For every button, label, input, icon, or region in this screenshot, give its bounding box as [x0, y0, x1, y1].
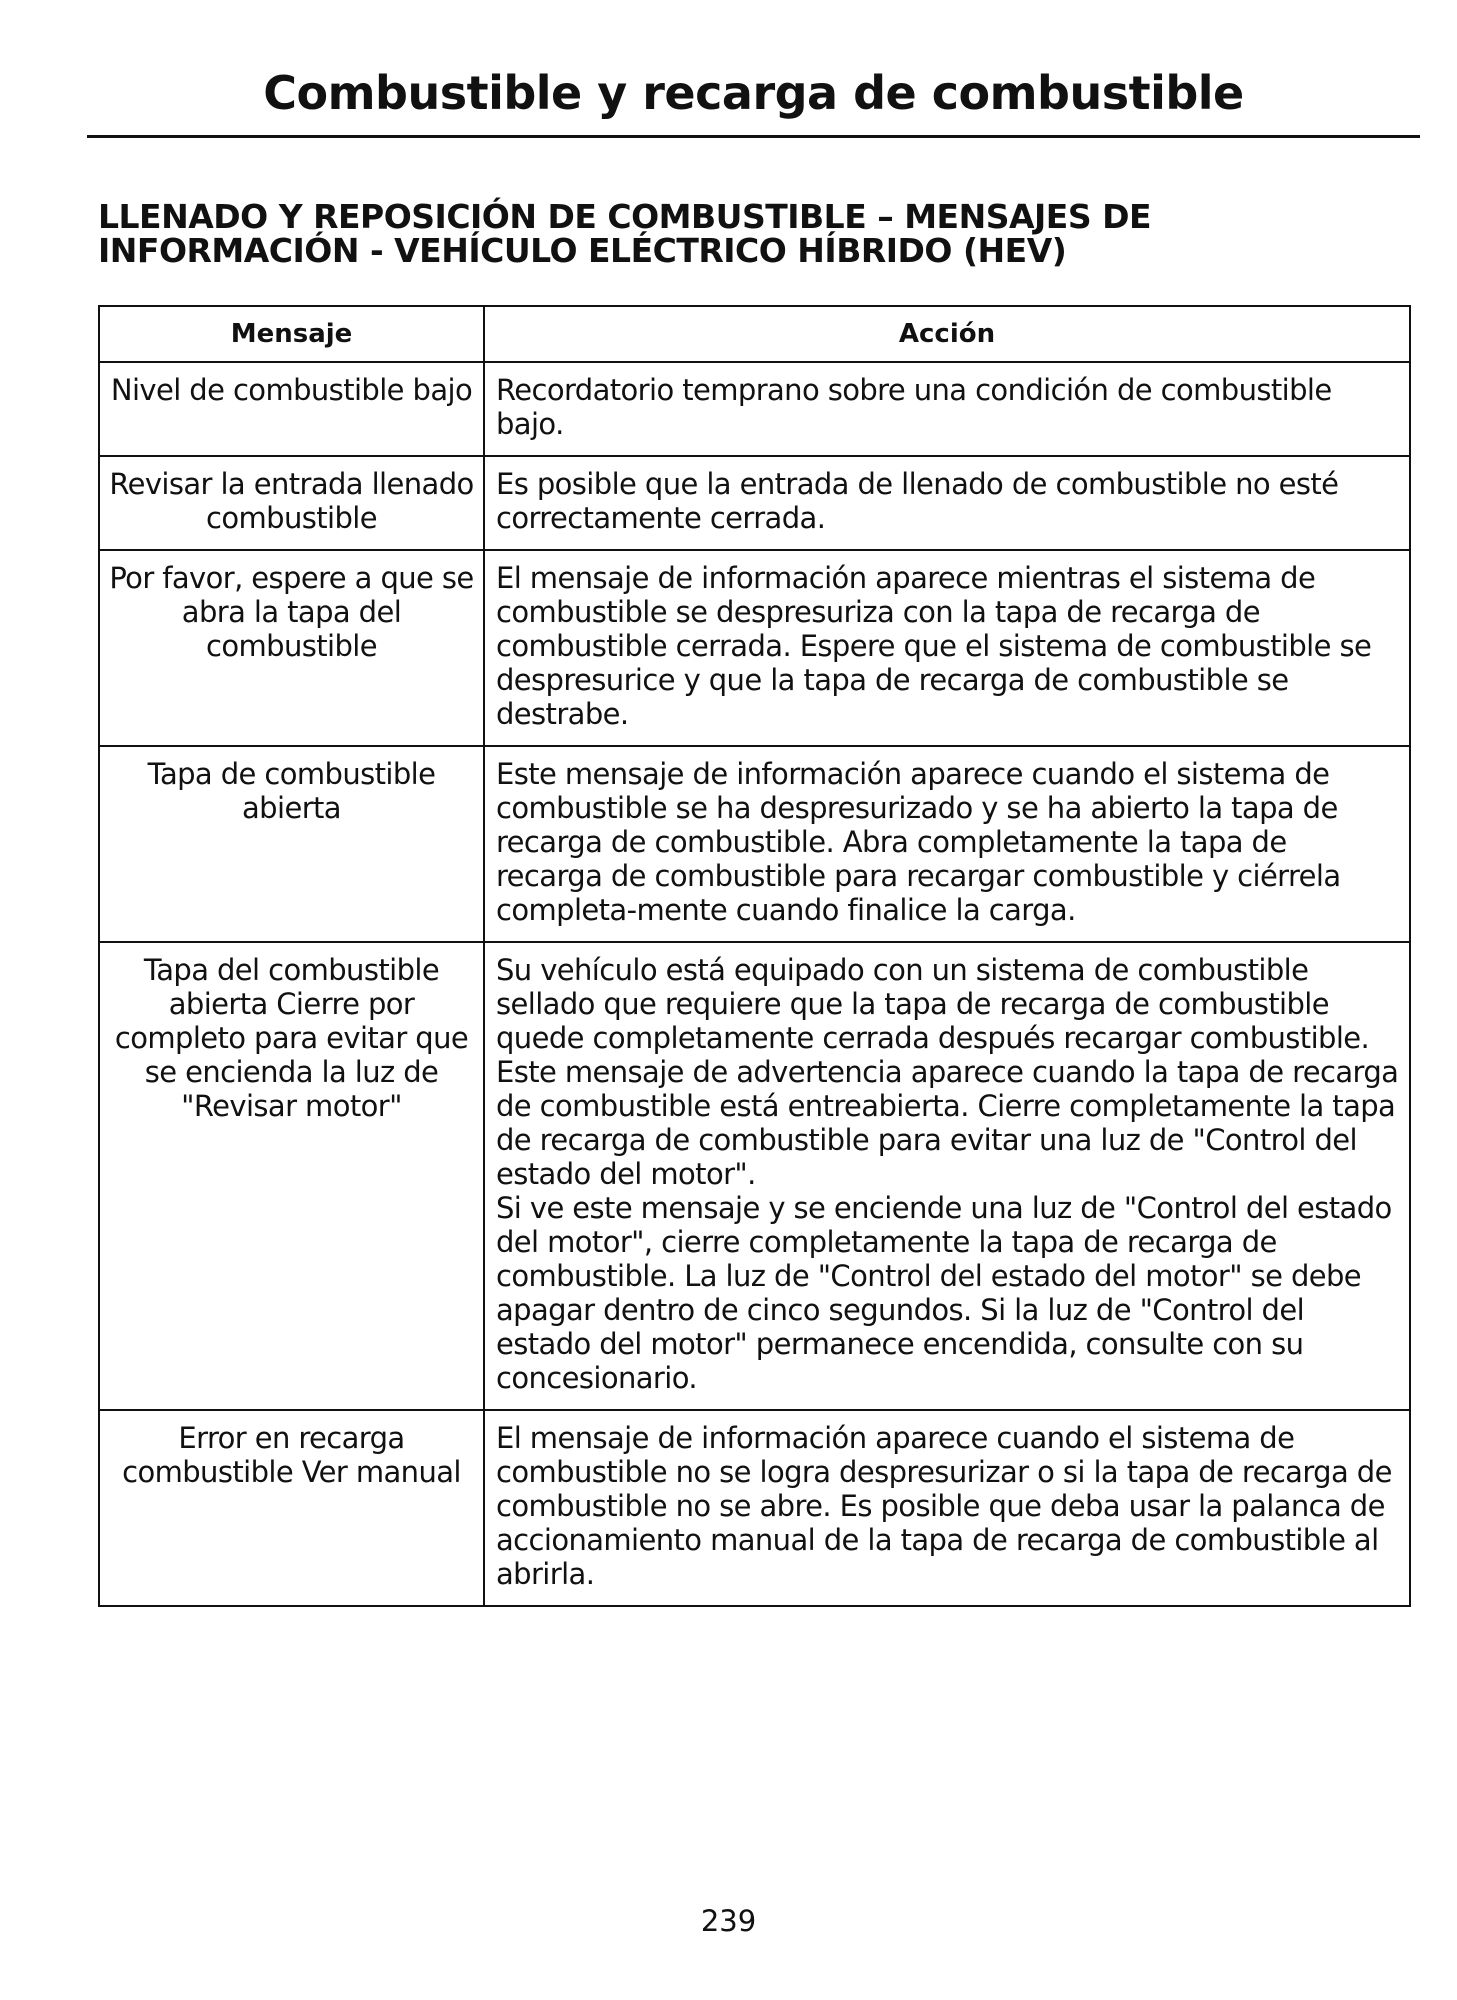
section-heading-line-2: INFORMACIÓN - VEHÍCULO ELÉCTRICO HÍBRIDO (HEV) — [98, 231, 1067, 270]
action-cell — [484, 746, 1410, 942]
table-row — [99, 550, 1410, 746]
action-cell — [484, 942, 1410, 1410]
message-cell: Error en recarga combustible Ver manual — [99, 1410, 484, 1606]
action-cell — [484, 362, 1410, 456]
message-cell: Tapa del combustible abierta Cierre por completo para evitar que se encienda la luz de "Revisar motor" — [99, 942, 484, 1410]
table-row — [99, 746, 1410, 942]
action-text: El mensaje de información aparece cuando el sistema de combustible no se logra despresurizar o si la tapa de recarga de combustible no se abre. Es posible que deba usar la palanca de accionamiento manual de la tapa de recarga de combustible al abrirla. — [496, 1421, 1392, 1591]
table-row — [99, 1410, 1410, 1606]
info-messages-table — [98, 305, 1411, 1607]
page-header — [87, 60, 1420, 138]
action-text: Es posible que la entrada de llenado de combustible no esté correctamente cerrada. — [496, 467, 1339, 535]
action-text: Recordatorio temprano sobre una condición de combustible bajo. — [496, 373, 1332, 441]
table-header-row — [99, 306, 1410, 362]
section-heading-line-1: LLENADO Y REPOSICIÓN DE COMBUSTIBLE – MENSAJES DE — [98, 197, 1152, 236]
page-number: 239 — [700, 1904, 757, 1938]
message-cell: Tapa de combustible abierta — [99, 746, 484, 942]
table-row — [99, 942, 1410, 1410]
table-row — [99, 456, 1410, 550]
action-cell — [484, 550, 1410, 746]
message-cell: Por favor, espere a que se abra la tapa del combustible — [99, 550, 484, 746]
action-cell — [484, 456, 1410, 550]
action-text: El mensaje de información aparece mientras el sistema de combustible se despresuriza con la tapa de recarga de combustible cerrada. Espere que el sistema de combustible se despresurice y que la tapa de recarga de combustible se destrabe. — [496, 561, 1372, 731]
action-cell — [484, 1410, 1410, 1606]
table-row — [99, 362, 1410, 456]
action-text: Si ve este mensaje y se enciende una luz de "Control del estado del motor", cierre completamente la tapa de recarga de combustible. La luz de "Control del estado del motor" se debe apagar dentro de cinco segundos. Si la luz de "Control del estado del motor" permanece encendida, consulte con su concesionario. — [496, 1191, 1392, 1395]
action-text: Su vehículo está equipado con un sistema de combustible sellado que requiere que la tapa de recarga de combustible quede completamente cerrada después recargar combustible. Este mensaje de advertencia aparece cuando la tapa de recarga de combustible está entreabierta. Cierre completamente la tapa de recarga de combustible para evitar una luz de "Control del estado del motor". — [496, 953, 1399, 1191]
message-cell: Nivel de combustible bajo — [99, 362, 484, 456]
column-header-action: Acción — [484, 306, 1410, 362]
column-header-message: Mensaje — [99, 306, 484, 362]
section-heading — [98, 197, 1398, 270]
message-cell: Revisar la entrada llenado combustible — [99, 456, 484, 550]
page-title: Combustible y recarga de combustible — [263, 66, 1244, 120]
action-text: Este mensaje de información aparece cuando el sistema de combustible se ha despresurizado y se ha abierto la tapa de recarga de combustible. Abra completamente la tapa de recarga de combustible para recargar combustible y ciérrela completa-mente cuando finalice la carga. — [496, 757, 1341, 927]
